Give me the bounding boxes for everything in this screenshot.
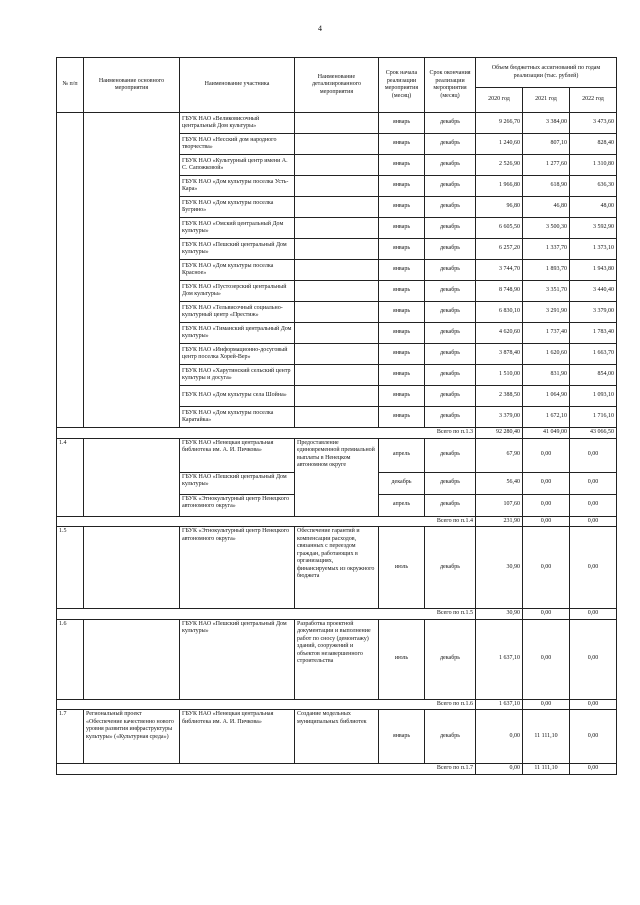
- total-label: Всего по п.1.6: [57, 699, 476, 710]
- cell-start: январь: [379, 176, 425, 197]
- header-participant: Наименование участника: [180, 58, 295, 113]
- cell-2021: 807,10: [523, 134, 570, 155]
- cell-2022: 3 379,00: [570, 302, 617, 323]
- cell-2022: 636,30: [570, 176, 617, 197]
- cell-2020: 30,90: [476, 527, 523, 609]
- cell-end: декабрь: [425, 323, 476, 344]
- section-1-7: [57, 710, 617, 775]
- cell-2021: 3 384,00: [523, 113, 570, 134]
- cell-start: январь: [379, 323, 425, 344]
- cell-end: декабрь: [425, 619, 476, 699]
- cell-2022: 0,00: [570, 710, 617, 764]
- total-2020: 92 280,40: [476, 428, 523, 439]
- cell-event: [84, 438, 180, 516]
- cell-num: [57, 113, 84, 428]
- cell-2021: 831,90: [523, 365, 570, 386]
- cell-start: январь: [379, 407, 425, 428]
- cell-participant: ГБУК НАО «Дом культуры поселка Каратайка»: [180, 407, 295, 428]
- total-2020: 0,00: [476, 764, 523, 775]
- total-label: Всего по п.1.7: [57, 764, 476, 775]
- cell-num: 1.5: [57, 527, 84, 609]
- table-row: [57, 527, 617, 609]
- cell-2021: 0,00: [523, 472, 570, 494]
- cell-participant: ГБУК НАО «Великовисочный центральный Дом культуры»: [180, 113, 295, 134]
- cell-num: 1.7: [57, 710, 84, 764]
- cell-start: январь: [379, 365, 425, 386]
- cell-detail: [295, 386, 379, 407]
- cell-2021: 0,00: [523, 619, 570, 699]
- cell-start: декабрь: [379, 472, 425, 494]
- cell-2020: 96,80: [476, 197, 523, 218]
- cell-2021: 0,00: [523, 527, 570, 609]
- cell-event: [84, 113, 180, 428]
- cell-start: апрель: [379, 438, 425, 472]
- cell-start: январь: [379, 155, 425, 176]
- total-2020: 231,90: [476, 516, 523, 527]
- cell-2022: 1 663,70: [570, 344, 617, 365]
- cell-2022: 1 310,80: [570, 155, 617, 176]
- header-start: Срок начала реализации мероприятия (месяц): [379, 58, 425, 113]
- total-row: [57, 516, 617, 527]
- cell-event: Региональный проект «Обеспечение качественно нового уровня развития инфраструктуры культуры» («Культурная среда»): [84, 710, 180, 764]
- cell-2020: 2 526,90: [476, 155, 523, 176]
- cell-2022: 854,00: [570, 365, 617, 386]
- total-label: Всего по п.1.5: [57, 609, 476, 620]
- cell-detail: [295, 281, 379, 302]
- cell-start: июль: [379, 619, 425, 699]
- cell-2022: 1 783,40: [570, 323, 617, 344]
- cell-detail: [295, 260, 379, 281]
- cell-detail: [295, 197, 379, 218]
- total-row: [57, 699, 617, 710]
- cell-participant: ГБУК НАО «Пешский центральный Дом культуры»: [180, 619, 295, 699]
- cell-end: декабрь: [425, 386, 476, 407]
- section-1-4: [57, 438, 617, 527]
- total-2020: 30,90: [476, 609, 523, 620]
- cell-participant: ГБУК НАО «Омский центральный Дом культуры»: [180, 218, 295, 239]
- total-label: Всего по п.1.4: [57, 516, 476, 527]
- total-2021: 0,00: [523, 516, 570, 527]
- cell-detail: Разработка проектной документации и выполнение работ по сносу (демонтажу) зданий, сооружений и объектов незавершенного строительства: [295, 619, 379, 699]
- total-2021: 0,00: [523, 699, 570, 710]
- cell-2020: 9 266,70: [476, 113, 523, 134]
- cell-participant: ГБУК НАО «Пешский центральный Дом культуры»: [180, 239, 295, 260]
- total-2020: 1 637,10: [476, 699, 523, 710]
- cell-2021: 11 111,10: [523, 710, 570, 764]
- cell-end: декабрь: [425, 344, 476, 365]
- section-1-6: [57, 619, 617, 710]
- cell-detail: [295, 407, 379, 428]
- header-end: Срок окончания реализации мероприятия (месяц): [425, 58, 476, 113]
- cell-2022: 3 473,60: [570, 113, 617, 134]
- cell-participant: ГБУК НАО «Пешский центральный Дом культуры»: [180, 472, 295, 494]
- cell-participant: ГБУК НАО «Дом культуры поселка Усть-Кара»: [180, 176, 295, 197]
- table-row: [57, 113, 617, 134]
- section-1-5: [57, 527, 617, 620]
- cell-2021: 1 893,70: [523, 260, 570, 281]
- cell-end: декабрь: [425, 197, 476, 218]
- cell-2020: 67,90: [476, 438, 523, 472]
- budget-table: [56, 57, 617, 775]
- cell-detail: Предоставление единовременной премиальной выплаты в Ненецком автономном округе: [295, 438, 379, 516]
- cell-detail: [295, 134, 379, 155]
- cell-end: декабрь: [425, 302, 476, 323]
- cell-detail: [295, 176, 379, 197]
- cell-end: декабрь: [425, 494, 476, 516]
- total-2021: 11 111,10: [523, 764, 570, 775]
- cell-num: 1.6: [57, 619, 84, 699]
- cell-start: январь: [379, 386, 425, 407]
- total-2021: 0,00: [523, 609, 570, 620]
- cell-2020: 107,60: [476, 494, 523, 516]
- table-row: [57, 710, 617, 764]
- cell-2022: 0,00: [570, 494, 617, 516]
- cell-start: январь: [379, 218, 425, 239]
- cell-2022: 828,40: [570, 134, 617, 155]
- cell-end: декабрь: [425, 710, 476, 764]
- cell-2021: 1 672,10: [523, 407, 570, 428]
- cell-participant: ГБУК НАО «Тельвисочный социально-культурный центр «Престиж»: [180, 302, 295, 323]
- cell-2020: 1 510,00: [476, 365, 523, 386]
- cell-2020: 56,40: [476, 472, 523, 494]
- cell-end: декабрь: [425, 218, 476, 239]
- cell-start: январь: [379, 302, 425, 323]
- cell-2020: 1 240,60: [476, 134, 523, 155]
- cell-end: декабрь: [425, 239, 476, 260]
- cell-start: январь: [379, 281, 425, 302]
- cell-2020: 1 637,10: [476, 619, 523, 699]
- cell-2021: 1 064,90: [523, 386, 570, 407]
- cell-2020: 6 257,20: [476, 239, 523, 260]
- total-row: [57, 764, 617, 775]
- page-number: 4: [318, 24, 322, 33]
- cell-end: декабрь: [425, 527, 476, 609]
- total-2022: 0,00: [570, 516, 617, 527]
- table-row: [57, 438, 617, 472]
- cell-end: декабрь: [425, 438, 476, 472]
- table-row: [57, 619, 617, 699]
- header-year-2021: 2021 год: [523, 88, 570, 113]
- cell-participant: ГБУК НАО «Несский дом народного творчества»: [180, 134, 295, 155]
- cell-2022: 0,00: [570, 619, 617, 699]
- cell-participant: ГБУК НАО «Информационно-досуговый центр поселка Хорей-Вер»: [180, 344, 295, 365]
- cell-participant: ГБУК НАО «Пустозерский центральный Дом культуры»: [180, 281, 295, 302]
- cell-2022: 3 440,40: [570, 281, 617, 302]
- cell-2021: 618,90: [523, 176, 570, 197]
- cell-start: апрель: [379, 494, 425, 516]
- cell-2020: 2 388,50: [476, 386, 523, 407]
- cell-end: декабрь: [425, 113, 476, 134]
- cell-2022: 48,00: [570, 197, 617, 218]
- cell-start: январь: [379, 710, 425, 764]
- cell-end: декабрь: [425, 260, 476, 281]
- cell-detail: [295, 365, 379, 386]
- cell-start: июль: [379, 527, 425, 609]
- cell-end: декабрь: [425, 365, 476, 386]
- cell-participant: ГБУК НАО «Харутинский сельский центр культуры и досуга»: [180, 365, 295, 386]
- total-label: Всего по п.1.3: [57, 428, 476, 439]
- cell-detail: [295, 323, 379, 344]
- cell-2020: 6 605,50: [476, 218, 523, 239]
- cell-end: декабрь: [425, 176, 476, 197]
- cell-2022: 0,00: [570, 527, 617, 609]
- cell-participant: ГБУК НАО «Дом культуры поселка Красное»: [180, 260, 295, 281]
- cell-2020: 3 744,70: [476, 260, 523, 281]
- cell-2020: 6 830,10: [476, 302, 523, 323]
- cell-event: [84, 619, 180, 699]
- header-year-2022: 2022 год: [570, 88, 617, 113]
- cell-participant: ГБУК НАО «Дом культуры поселка Бугрино»: [180, 197, 295, 218]
- cell-2021: 1 737,40: [523, 323, 570, 344]
- total-2022: 0,00: [570, 609, 617, 620]
- cell-2021: 1 620,60: [523, 344, 570, 365]
- cell-end: декабрь: [425, 281, 476, 302]
- total-2021: 41 049,00: [523, 428, 570, 439]
- header-year-2020: 2020 год: [476, 88, 523, 113]
- cell-participant: ГБУК НАО «Ненецкая центральная библиотека им. А. И. Пичкова»: [180, 710, 295, 764]
- cell-detail: [295, 302, 379, 323]
- cell-2021: 0,00: [523, 438, 570, 472]
- cell-2021: 46,80: [523, 197, 570, 218]
- cell-participant: ГБУК НАО «Тиманский центральный Дом культуры»: [180, 323, 295, 344]
- cell-detail: [295, 239, 379, 260]
- cell-2022: 1 716,10: [570, 407, 617, 428]
- header-detail: Наименование детализированного мероприятия: [295, 58, 379, 113]
- cell-detail: Создание модельных муниципальных библиотек: [295, 710, 379, 764]
- cell-end: декабрь: [425, 407, 476, 428]
- cell-participant: ГБУК НАО «Ненецкая центральная библиотека им. А. И. Пичкова»: [180, 438, 295, 472]
- cell-detail: [295, 344, 379, 365]
- total-2022: 0,00: [570, 764, 617, 775]
- cell-2021: 3 291,90: [523, 302, 570, 323]
- cell-start: январь: [379, 239, 425, 260]
- cell-end: декабрь: [425, 155, 476, 176]
- cell-2020: 3 379,00: [476, 407, 523, 428]
- cell-detail: [295, 218, 379, 239]
- cell-2022: 1 373,10: [570, 239, 617, 260]
- total-row: [57, 609, 617, 620]
- cell-2022: 3 592,90: [570, 218, 617, 239]
- cell-2021: 1 277,60: [523, 155, 570, 176]
- cell-2020: 0,00: [476, 710, 523, 764]
- cell-2020: 1 966,80: [476, 176, 523, 197]
- cell-2021: 3 500,30: [523, 218, 570, 239]
- cell-2020: 8 748,90: [476, 281, 523, 302]
- cell-2022: 1 943,80: [570, 260, 617, 281]
- section-1-3: [57, 113, 617, 439]
- total-2022: 0,00: [570, 699, 617, 710]
- total-row: [57, 428, 617, 439]
- cell-participant: ГБУК НАО «Дом культуры села Шойна»: [180, 386, 295, 407]
- cell-participant: ГБУК НАО «Культурный центр имени А. С. Сапожковой»: [180, 155, 295, 176]
- cell-start: январь: [379, 113, 425, 134]
- cell-event: [84, 527, 180, 609]
- total-2022: 43 066,50: [570, 428, 617, 439]
- cell-detail: [295, 155, 379, 176]
- cell-end: декабрь: [425, 134, 476, 155]
- header-budget: Объем бюджетных ассигнований по годам реализации (тыс. рублей): [476, 58, 617, 88]
- cell-start: январь: [379, 344, 425, 365]
- cell-detail: [295, 113, 379, 134]
- cell-start: январь: [379, 197, 425, 218]
- cell-2021: 0,00: [523, 494, 570, 516]
- cell-2021: 3 351,70: [523, 281, 570, 302]
- cell-end: декабрь: [425, 472, 476, 494]
- cell-2020: 4 620,60: [476, 323, 523, 344]
- cell-2022: 0,00: [570, 472, 617, 494]
- cell-2022: 1 093,10: [570, 386, 617, 407]
- cell-participant: ГБУК «Этнокультурный центр Ненецкого автономного округа»: [180, 494, 295, 516]
- cell-2020: 3 878,40: [476, 344, 523, 365]
- cell-2022: 0,00: [570, 438, 617, 472]
- cell-participant: ГБУК «Этнокультурный центр Ненецкого автономного округа»: [180, 527, 295, 609]
- cell-2021: 1 337,70: [523, 239, 570, 260]
- cell-start: январь: [379, 260, 425, 281]
- cell-start: январь: [379, 134, 425, 155]
- cell-num: 1.4: [57, 438, 84, 516]
- cell-detail: Обеспечение гарантий и компенсации расходов, связанных с переездом граждан, работающих в организациях, финансируемых из окружного бюджета: [295, 527, 379, 609]
- header-event: Наименование основного мероприятия: [84, 58, 180, 113]
- header-num: № п/п: [57, 58, 84, 113]
